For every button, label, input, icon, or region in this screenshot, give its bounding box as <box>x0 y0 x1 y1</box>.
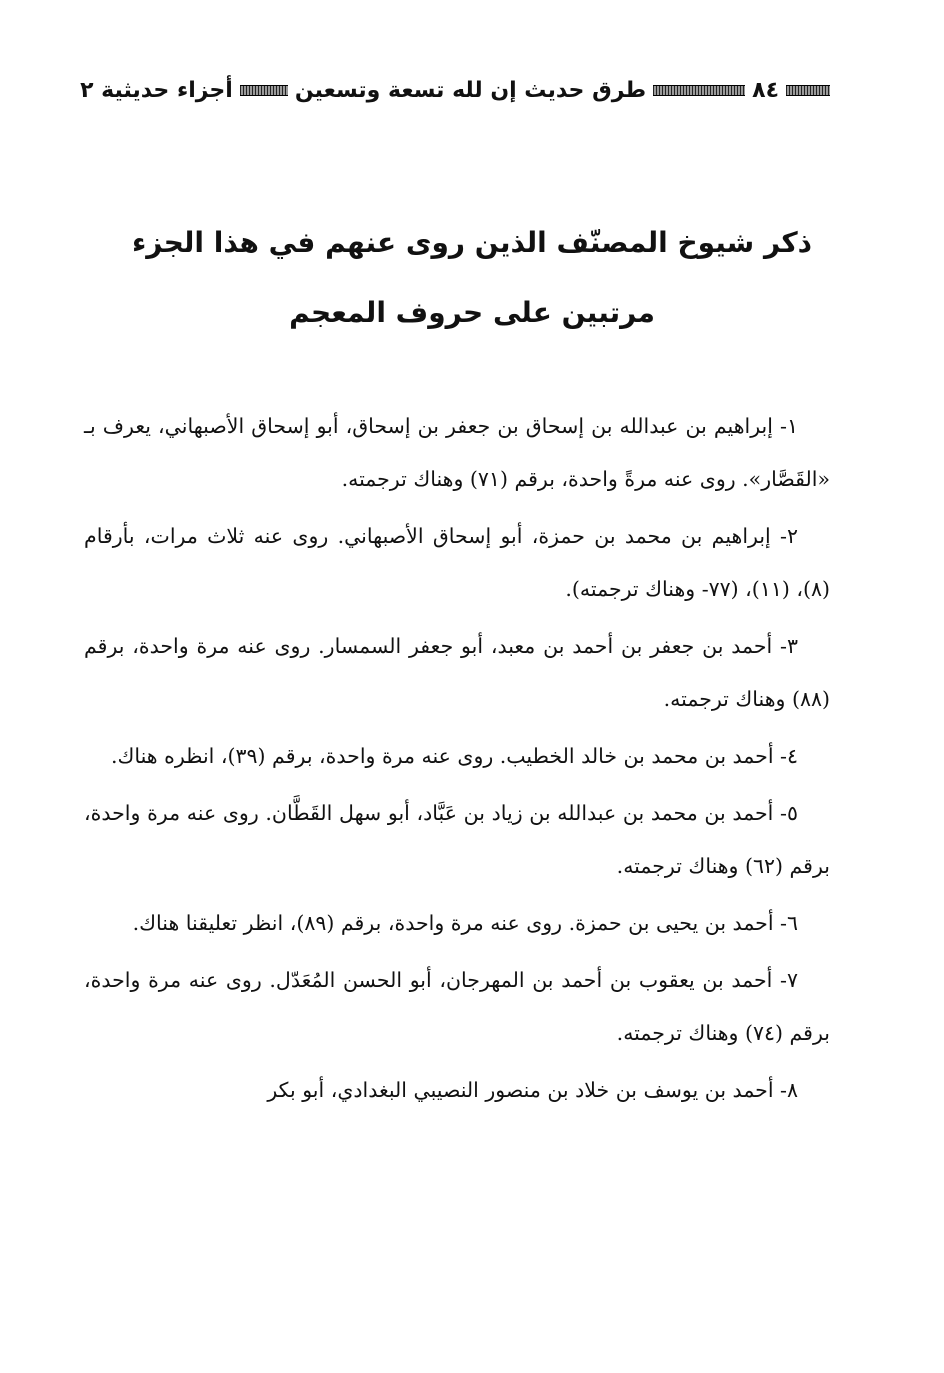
section-heading-line-1: ذكر شيوخ المصنّف الذين روى عنهم في هذا الجزء <box>131 226 813 259</box>
narrator-entry: ٧- أحمد بن يعقوب بن أحمد بن المهرجان، أبو الحسن المُعَدّل. روى عنه مرة واحدة، برقم (٧٤) وهناك ترجمته. <box>84 968 830 1045</box>
narrator-entry: ٨- أحمد بن يوسف بن خلاد بن منصور النصيبي البغدادي، أبو بكر <box>267 1078 798 1102</box>
section-heading-line-2: مرتبين على حروف المعجم <box>289 296 655 329</box>
narrator-entry: ١- إبراهيم بن عبدالله بن إسحاق بن جعفر بن إسحاق، أبو إسحاق الأصبهاني، يعرف بـ «القَصَّار». روى عنه مرةً واحدة، برقم (٧١) وهناك ترجمته. <box>84 414 830 491</box>
running-header <box>80 70 830 110</box>
narrators-list <box>84 400 830 1121</box>
header-ornament-bar <box>240 85 288 96</box>
narrator-entry: ٢- إبراهيم بن محمد بن حمزة، أبو إسحاق الأصبهاني. روى عنه ثلاث مرات، بأرقام (٨)، (١١)، (٧٧- وهناك ترجمته). <box>84 524 830 601</box>
section-heading <box>100 208 844 348</box>
book-title: طرق حديث إن لله تسعة وتسعين <box>294 77 647 103</box>
header-ornament-bar <box>786 85 830 96</box>
header-ornament-bar <box>653 85 745 96</box>
series-title: أجزاء حديثية ٢ <box>80 77 233 103</box>
narrator-entry: ٦- أحمد بن يحيى بن حمزة. روى عنه مرة واحدة، برقم (٨٩)، انظر تعليقنا هناك. <box>132 911 798 935</box>
narrator-entry: ٤- أحمد بن محمد بن خالد الخطيب. روى عنه مرة واحدة، برقم (٣٩)، انظره هناك. <box>110 744 798 768</box>
narrator-entry: ٥- أحمد بن محمد بن عبدالله بن زياد بن عَبَّاد، أبو سهل القَطَّان. روى عنه مرة واحدة، برقم (٦٢) وهناك ترجمته. <box>84 801 830 878</box>
page-number: ٨٤ <box>752 77 779 103</box>
narrator-entry: ٣- أحمد بن جعفر بن أحمد بن معبد، أبو جعفر السمسار. روى عنه مرة واحدة، برقم (٨٨) وهناك ترجمته. <box>84 634 830 711</box>
